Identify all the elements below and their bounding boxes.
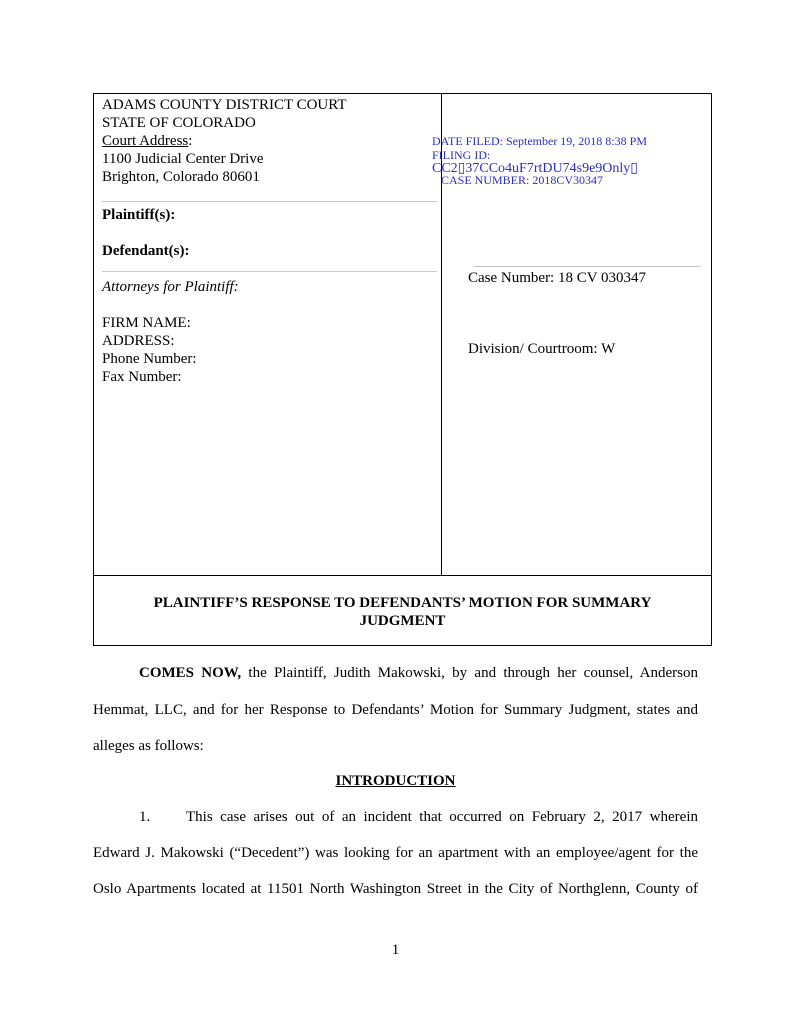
item-1-line-1-text: This case arises out of an incident that occurred on February 2, 2017 wherein (186, 809, 698, 825)
paragraph-1-line-3: alleges as follows: (93, 738, 204, 754)
address-label: ADDRESS: (102, 333, 175, 349)
title-line-1: PLAINTIFF’S RESPONSE TO DEFENDANTS’ MOTION FOR SUMMARY (153, 595, 652, 611)
paragraph-1-line-2: Hemmat, LLC, and for her Response to Defendants’ Motion for Summary Judgment, states and (93, 702, 698, 718)
item-1-line-2: Edward J. Makowski (“Decedent”) was looking for an apartment with an employee/agent for the (93, 845, 698, 861)
division-courtroom: Division/ Courtroom: W (468, 341, 616, 357)
case-number: Case Number: 18 CV 030347 (468, 270, 647, 286)
attorneys-label: Attorneys for Plaintiff: (102, 279, 239, 295)
court-address-label (102, 132, 437, 150)
caption-rule-right (474, 266, 701, 267)
fax-label: Fax Number: (102, 369, 182, 385)
caption-horizontal-divider (94, 575, 711, 576)
court-city: Brighton, Colorado 80601 (102, 169, 260, 185)
phone-label: Phone Number: (102, 351, 197, 367)
stamp-date-filed: DATE FILED: September 19, 2018 8:38 PM (432, 134, 647, 148)
paragraph-1-line-1 (93, 664, 698, 682)
document-title (94, 594, 711, 630)
item-1-number: 1. (139, 809, 151, 825)
caption-rule-2 (102, 271, 437, 272)
plaintiffs-label: Plaintiff(s): (102, 207, 176, 223)
caption-box (93, 93, 712, 646)
court-address-colon: : (188, 133, 193, 149)
item-1-line-3: Oslo Apartments located at 11501 North Washington Street in the City of Northglenn, County of (93, 881, 698, 897)
firm-name-label: FIRM NAME: (102, 315, 191, 331)
title-line-2: JUDGMENT (359, 613, 446, 629)
filing-stamp (432, 134, 692, 187)
comes-now: COMES NOW, (139, 665, 242, 681)
defendants-label: Defendant(s): (102, 243, 190, 259)
stamp-filing-code: CC2▯37CCo4uF7rtDU74s9e9Only▯ (432, 161, 638, 176)
paragraph-1-line-1-text: the Plaintiff, Judith Makowski, by and through her counsel, Anderson (241, 665, 698, 681)
court-state: STATE OF COLORADO (102, 115, 256, 131)
item-1-line-1 (93, 808, 698, 826)
introduction-heading: INTRODUCTION (335, 773, 456, 789)
court-address-label-text: Court Address (102, 133, 189, 149)
page-number: 1 (391, 942, 400, 958)
court-name: ADAMS COUNTY DISTRICT COURT (102, 97, 347, 113)
caption-rule-1 (102, 201, 437, 202)
stamp-filing-id: FILING ID: (432, 148, 491, 162)
caption-left-column (102, 96, 437, 386)
court-street: 1100 Judicial Center Drive (102, 151, 264, 167)
stamp-case-number: CASE NUMBER: 2018CV30347 (441, 173, 604, 187)
